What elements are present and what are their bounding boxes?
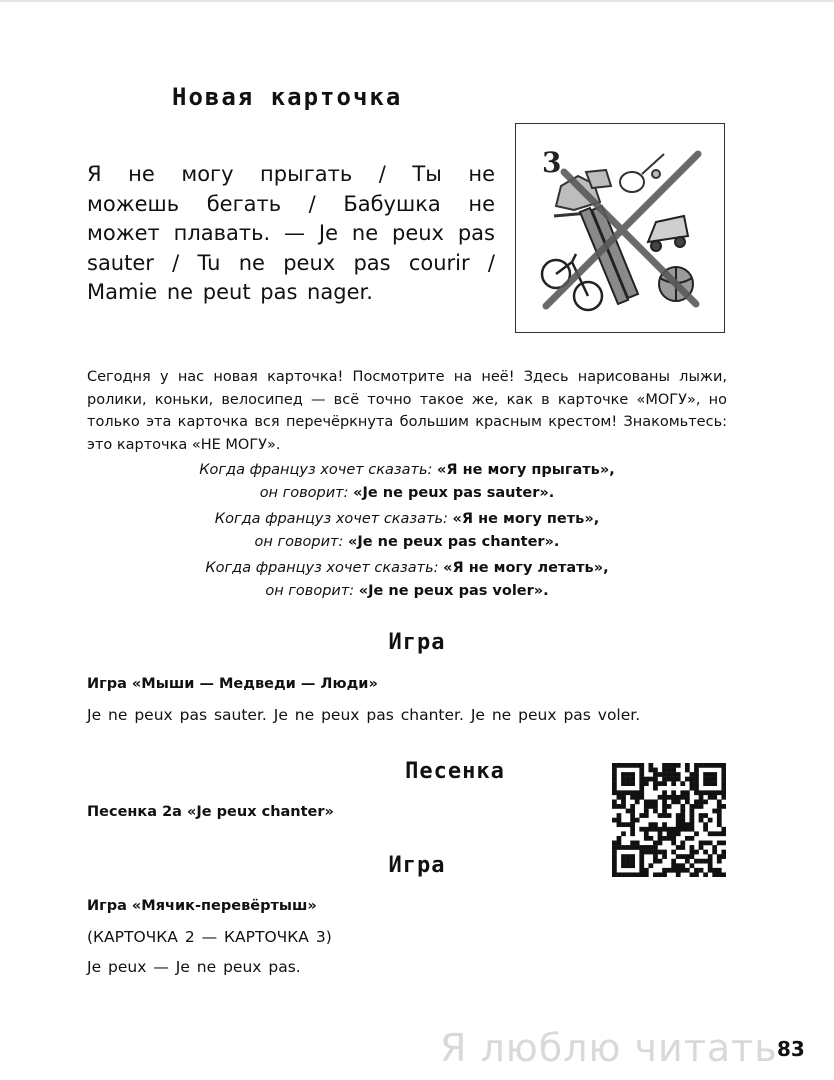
top-rule	[0, 0, 834, 2]
intro-phrases: Я не могу прыгать / Ты не можешь бегать / Бабушка не может плавать. — Je ne peux pas sauter / Tu ne peux pas courir / Mamie ne peut pas nager.	[87, 162, 495, 304]
game-phrases: Je ne peux pas sauter. Je ne peux pas chanter. Je ne peux pas voler.	[87, 706, 641, 724]
example-item: Когда француз хочет сказать: «Я не могу петь», он говорит: «Je ne peux pas chanter».	[214, 511, 600, 550]
watermark-text: Я люблю читать	[440, 1026, 778, 1070]
example-item: Когда француз хочет сказать: «Я не могу летать», он говорит: «Je ne peux pas voler».	[205, 560, 609, 599]
page-number: 83	[777, 1037, 805, 1061]
section-title-song: Песенка	[405, 759, 505, 784]
page-heading: Новая карточка	[172, 83, 403, 111]
example-item: Когда француз хочет сказать: «Я не могу прыгать», он говорит: «Je ne peux pas sauter».	[199, 462, 615, 501]
section-title-game: Игра	[388, 853, 446, 878]
card-description: Сегодня у нас новая карточка! Посмотрите на неё! Здесь нарисованы лыжи, ролики, коньки, велосипед — всё точно такое же, как в карточке «МОГУ», но только эта карточка вся перечёркнута большим красным крестом! Знакомьтесь: это карточка «НЕ МОГУ».	[87, 369, 727, 453]
song-name: Песенка 2а «Je peux chanter»	[87, 804, 334, 820]
game-phrases: Je peux — Je ne peux pas.	[87, 958, 301, 976]
card-pair: (КАРТОЧКА 2 — КАРТОЧКА 3)	[87, 928, 332, 946]
roller-skate-icon	[648, 216, 688, 251]
game-name: Игра «Мячик-перевёртыш»	[87, 898, 317, 914]
example-list	[87, 459, 727, 606]
card-number: 3	[542, 146, 562, 179]
racket-icon	[620, 154, 664, 192]
crossed-sports-icon	[516, 124, 726, 334]
game-name: Игра «Мыши — Медведи — Люди»	[87, 676, 378, 692]
card-illustration	[515, 123, 725, 333]
section-title-game: Игра	[388, 630, 446, 655]
